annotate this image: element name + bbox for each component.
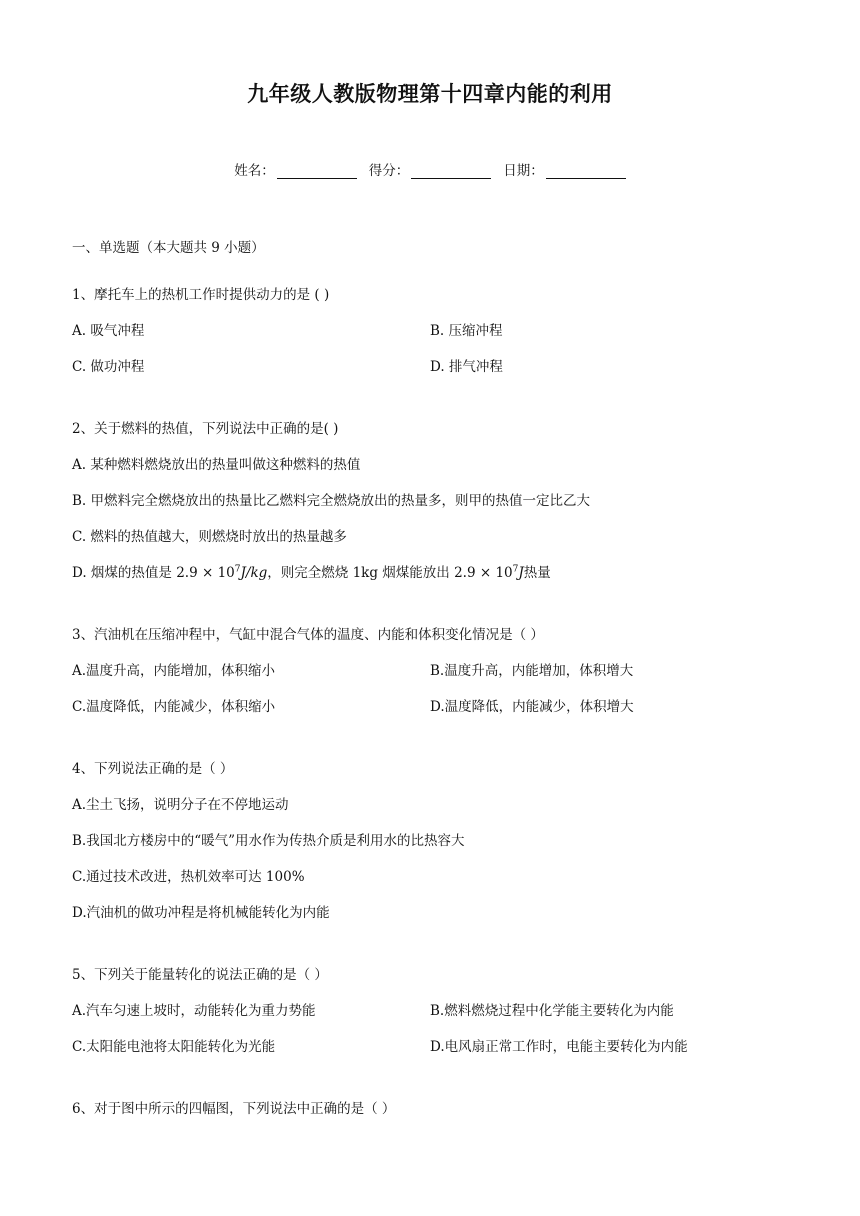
option-d-unit-1: J/kg — [240, 565, 268, 581]
question-4-option-b: B.我国北方楼房中的“暖气”用水作为传热介质是利用水的比热容大 — [72, 833, 465, 849]
option-d-suffix: 热量 — [523, 565, 551, 581]
option-d-unit-2: J — [518, 565, 524, 581]
section-title: 一、单选题（本大题共 9 小题） — [72, 240, 265, 256]
student-info-row — [0, 159, 860, 179]
question-2-option-c: C. 燃料的热值越大，则燃烧时放出的热量越多 — [72, 529, 347, 545]
question-2-option-b: B. 甲燃料完全燃烧放出的热量比乙燃料完全燃烧放出的热量多，则甲的热值一定比乙大 — [72, 493, 591, 509]
option-d-exponent-2: 7 — [512, 564, 519, 575]
date-field — [503, 159, 626, 179]
question-2-option-d — [72, 561, 551, 581]
question-2-stem: 2、关于燃料的热值，下列说法中正确的是( ) — [72, 421, 339, 437]
question-1-option-b: B. 压缩冲程 — [430, 323, 503, 339]
question-3-option-a: A.温度升高，内能增加，体积缩小 — [72, 663, 276, 679]
question-3-option-c: C.温度降低，内能减少，体积缩小 — [72, 699, 276, 715]
question-4-option-c: C.通过技术改进，热机效率可达 100% — [72, 869, 305, 885]
date-blank[interactable] — [546, 163, 626, 179]
page-title: 九年级人教版物理第十四章内能的利用 — [247, 82, 613, 106]
option-d-middle: ，则完全燃烧 1kg 烟煤能放出 2.9 × 10 — [267, 565, 513, 581]
score-label: 得分： — [368, 163, 410, 179]
question-5-option-d: D.电风扇正常工作时，电能主要转化为内能 — [430, 1039, 688, 1055]
question-1-option-a: A. 吸气冲程 — [72, 323, 145, 339]
name-blank[interactable] — [277, 163, 357, 179]
question-6-stem: 6、对于图中所示的四幅图，下列说法中正确的是（ ） — [72, 1101, 396, 1117]
question-4-stem: 4、下列说法正确的是（ ） — [72, 761, 234, 777]
question-5-option-c: C.太阳能电池将太阳能转化为光能 — [72, 1039, 276, 1055]
question-5-stem: 5、下列关于能量转化的说法正确的是（ ） — [72, 967, 328, 983]
question-4-option-a: A.尘土飞扬，说明分子在不停地运动 — [72, 797, 289, 813]
question-5-option-a: A.汽车匀速上坡时，动能转化为重力势能 — [72, 1003, 316, 1019]
option-d-exponent-1: 7 — [234, 564, 241, 575]
score-blank[interactable] — [411, 163, 491, 179]
question-1-stem: 1、摩托车上的热机工作时提供动力的是 ( ) — [72, 287, 330, 303]
question-3-stem: 3、汽油机在压缩冲程中，气缸中混合气体的温度、内能和体积变化情况是（ ） — [72, 627, 544, 643]
question-3-option-b: B.温度升高，内能增加，体积增大 — [430, 663, 634, 679]
option-d-prefix: D. 烟煤的热值是 2.9 × 10 — [72, 565, 235, 581]
date-label: 日期： — [503, 163, 544, 179]
question-2-option-a: A. 某种燃料燃烧放出的热量叫做这种燃料的热值 — [72, 457, 361, 473]
name-field — [234, 159, 357, 179]
question-5-option-b: B.燃料燃烧过程中化学能主要转化为内能 — [430, 1003, 674, 1019]
question-1-option-c: C. 做功冲程 — [72, 359, 145, 375]
question-3-option-d: D.温度降低，内能减少，体积增大 — [430, 699, 634, 715]
question-1-option-d: D. 排气冲程 — [430, 359, 503, 375]
question-4-option-d: D.汽油机的做功冲程是将机械能转化为内能 — [72, 905, 330, 921]
name-label: 姓名： — [234, 163, 275, 179]
score-field — [369, 159, 492, 179]
